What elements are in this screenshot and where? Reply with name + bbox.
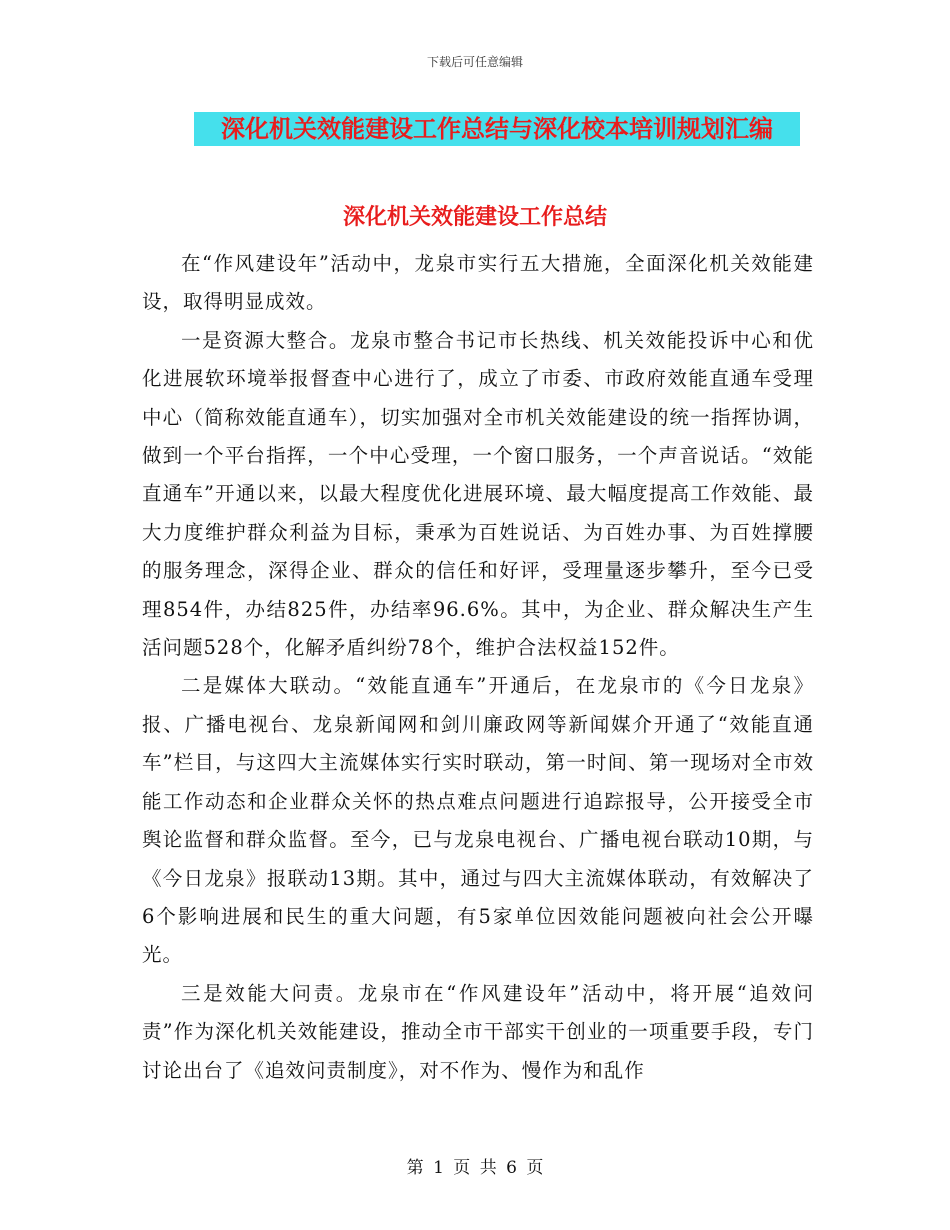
paragraph-resource-integration: 一是资源大整合。龙泉市整合书记市长热线、机关效能投诉中心和优化进展软环境举报督查中心进行了，成立了市委、市政府效能直通车受理中心（简称效能直通车），切实加强对全市机关效能建设的统一指挥协调，做到一个平台指挥，一个中心受理，一个窗口服务，一个声音说话。“效能直通车”开通以来，以最大程度优化进展环境、最大幅度提高工作效能、最大力度维护群众利益为目标，秉承为百姓说话、为百姓办事、为百姓撑腰的服务理念，深得企业、群众的信任和好评，受理量逐步攀升，至今已受理854件，办结825件，办结率96.6%。其中，为企业、群众解决生产生活问题528个，化解矛盾纠纷78个，维护合法权益152件。: [142, 328, 814, 660]
paragraph-intro: 在“作风建设年”活动中，龙泉市实行五大措施，全面深化机关效能建设，取得明显成效。: [142, 252, 814, 314]
paragraph-accountability: 三是效能大问责。龙泉市在“作风建设年”活动中，将开展“追效问责”作为深化机关效能建设，推动全市干部实干创业的一项重要手段，专门讨论出台了《追效问责制度》，对不作为、慢作为和乱作: [142, 981, 814, 1082]
page-footer: 第 1 页 共 6 页: [406, 1158, 544, 1178]
header-note: 下载后可任意编辑: [426, 55, 523, 69]
document-body: [142, 245, 814, 1090]
paragraph-media-linkage: 二是媒体大联动。“效能直通车”开通后，在龙泉市的《今日龙泉》报、广播电视台、龙泉新闻网和剑川廉政网等新闻媒介开通了“效能直通车”栏目，与这四大主流媒体实行实时联动，第一时间、第一现场对全市效能工作动态和企业群众关怀的热点难点问题进行追踪报导，公开接受全市舆论监督和群众监督。至今，已与龙泉电视台、广播电视台联动10期，与《今日龙泉》报联动13期。其中，通过与四大主流媒体联动，有效解决了6个影响进展和民生的重大问题，有5家单位因效能问题被向社会公开曝光。: [142, 674, 814, 967]
document-title: 深化机关效能建设工作总结与深化校本培训规划汇编: [194, 112, 800, 146]
section-title: 深化机关效能建设工作总结: [342, 205, 607, 230]
